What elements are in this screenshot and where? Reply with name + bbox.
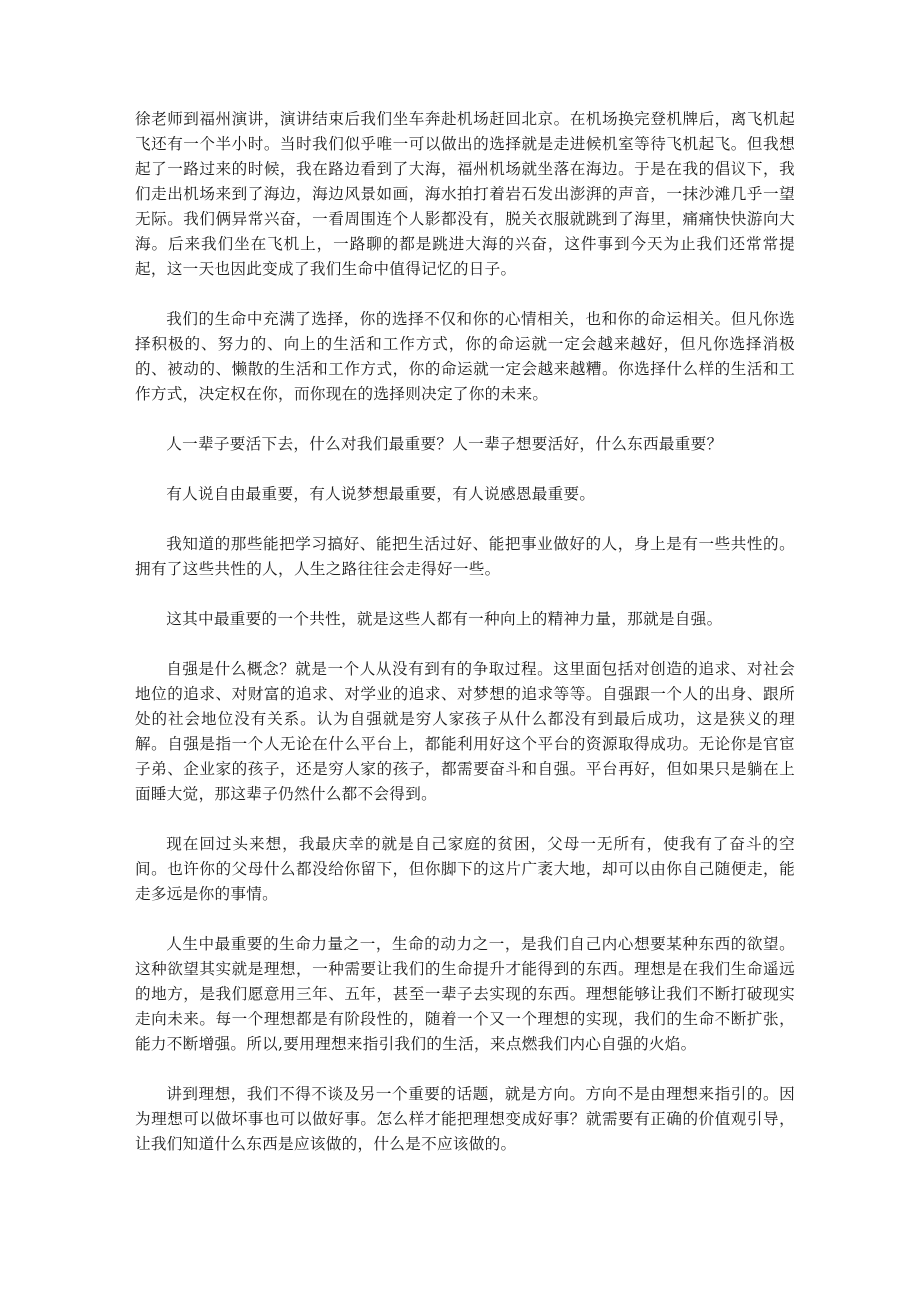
paragraph: 我们的生命中充满了选择，你的选择不仅和你的心情相关，也和你的命运相关。但凡你选择积极的、努力的、向上的生活和工作方式，你的命运就一定会越来越好，但凡你选择消极的、被动的、懒散的生活和工作方式，你的命运就一定会越来越糟。你选择什么样的生活和工作方式，决定权在你，而你现在的选择则决定了你的未来。 [135, 310, 795, 403]
paragraph: 人生中最重要的生命力量之一，生命的动力之一，是我们自己内心想要某种东西的欲望。这种欲望其实就是理想，一种需要让我们的生命提升才能得到的东西。理想是在我们生命遥远的地方，是我们愿意用三年、五年，甚至一辈子去实现的东西。理想能够让我们不断打破现实走向未来。每一个理想都是有阶段性的，随着一个又一个理想的实现，我们的生命不断扩张，能力不断增强。所以,要用理想来指引我们的生活，来点燃我们内心自强的火焰。 [135, 935, 795, 1053]
paragraph: 人一辈子要活下去，什么对我们最重要？人一辈子想要活好，什么东西最重要？ [166, 435, 723, 453]
paragraph: 现在回过头来想，我最庆幸的就是自己家庭的贫困，父母一无所有，使我有了奋斗的空间。也许你的父母什么都没给你留下，但你脚下的这片广袤大地，却可以由你自己随便走，能走多远是你的事情。 [135, 835, 795, 903]
paragraph: 这其中最重要的一个共性，就是这些人都有一种向上的精神力量，那就是自强。 [166, 610, 723, 628]
paragraph: 有人说自由最重要，有人说梦想最重要，有人说感恩最重要。 [166, 485, 596, 503]
paragraph: 讲到理想，我们不得不谈及另一个重要的话题，就是方向。方向不是由理想来指引的。因为理想可以做坏事也可以做好事。怎么样才能把理想变成好事？就需要有正确的价值观引导，让我们知道什么东西是应该做的，什么是不应该做的。 [135, 1085, 795, 1153]
paragraph: 自强是什么概念？就是一个人从没有到有的争取过程。这里面包括对创造的追求、对社会地位的追求、对财富的追求、对学业的追求、对梦想的追求等等。自强跟一个人的出身、跟所处的社会地位没有关系。认为自强就是穷人家孩子从什么都没有到最后成功，这是狭义的理解。自强是指一个人无论在什么平台上，都能利用好这个平台的资源取得成功。无论你是官宦子弟、企业家的孩子，还是穷人家的孩子，都需要奋斗和自强。平台再好，但如果只是躺在上面睡大觉，那这辈子仍然什么都不会得到。 [135, 660, 795, 803]
paragraph: 我知道的那些能把学习搞好、能把生活过好、能把事业做好的人，身上是有一些共性的。拥有了这些共性的人，人生之路往往会走得好一些。 [135, 535, 795, 578]
paragraph: 徐老师到福州演讲，演讲结束后我们坐车奔赴机场赶回北京。在机场换完登机牌后，离飞机起飞还有一个半小时。当时我们似乎唯一可以做出的选择就是走进候机室等待飞机起飞。但我想起了一路过来的时候，我在路边看到了大海，福州机场就坐落在海边。于是在我的倡议下，我们走出机场来到了海边，海边风景如画，海水拍打着岩石发出澎湃的声音，一抹沙滩几乎一望无际。我们俩异常兴奋，一看周围连个人影都没有，脱关衣服就跳到了海里，痛痛快快游向大海。后来我们坐在飞机上，一路聊的都是跳进大海的兴奋，这件事到今天为止我们还常常提起，这一天也因此变成了我们生命中值得记忆的日子。 [135, 110, 795, 278]
document-body [135, 107, 795, 1182]
